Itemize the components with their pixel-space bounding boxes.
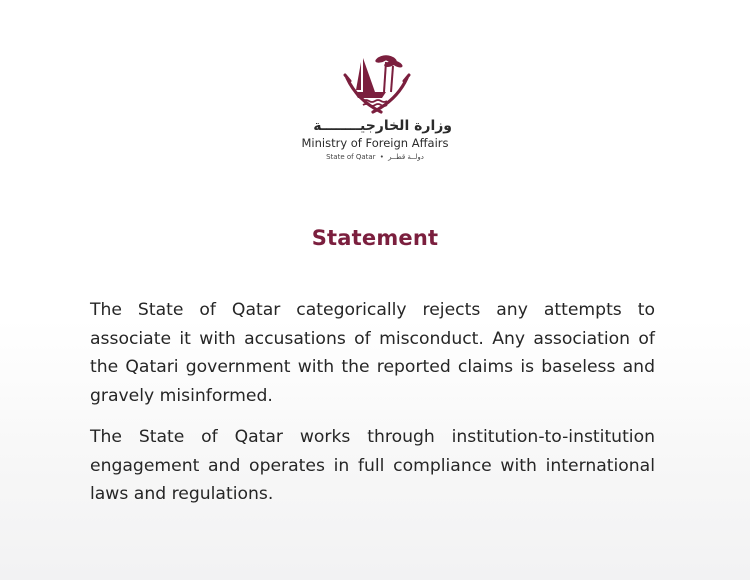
ministry-name-arabic: وزارة الخارجيــــــــة: [313, 118, 452, 134]
state-of-qatar-caption: [290, 153, 460, 161]
statement-paragraph-2: The State of Qatar works through institution-to-institution engagement and operates in full compliance with international laws and regulations.: [90, 427, 655, 504]
state-of-qatar-en: State of Qatar: [326, 153, 376, 161]
caption-separator: •: [379, 153, 384, 161]
statement-title: Statement: [311, 226, 439, 250]
statement-paragraph-1: The State of Qatar categorically rejects any attempts to associate it with accusations of misconduct. Any association of the Qatari government with the reported claims is baseless and gravely misinformed.: [90, 300, 655, 406]
qatar-emblem-logo: [341, 48, 413, 120]
ministry-name-english: Ministry of Foreign Affairs: [301, 136, 449, 150]
state-of-qatar-ar: دولــة قطــر: [388, 153, 424, 161]
statement-body: [90, 296, 655, 522]
